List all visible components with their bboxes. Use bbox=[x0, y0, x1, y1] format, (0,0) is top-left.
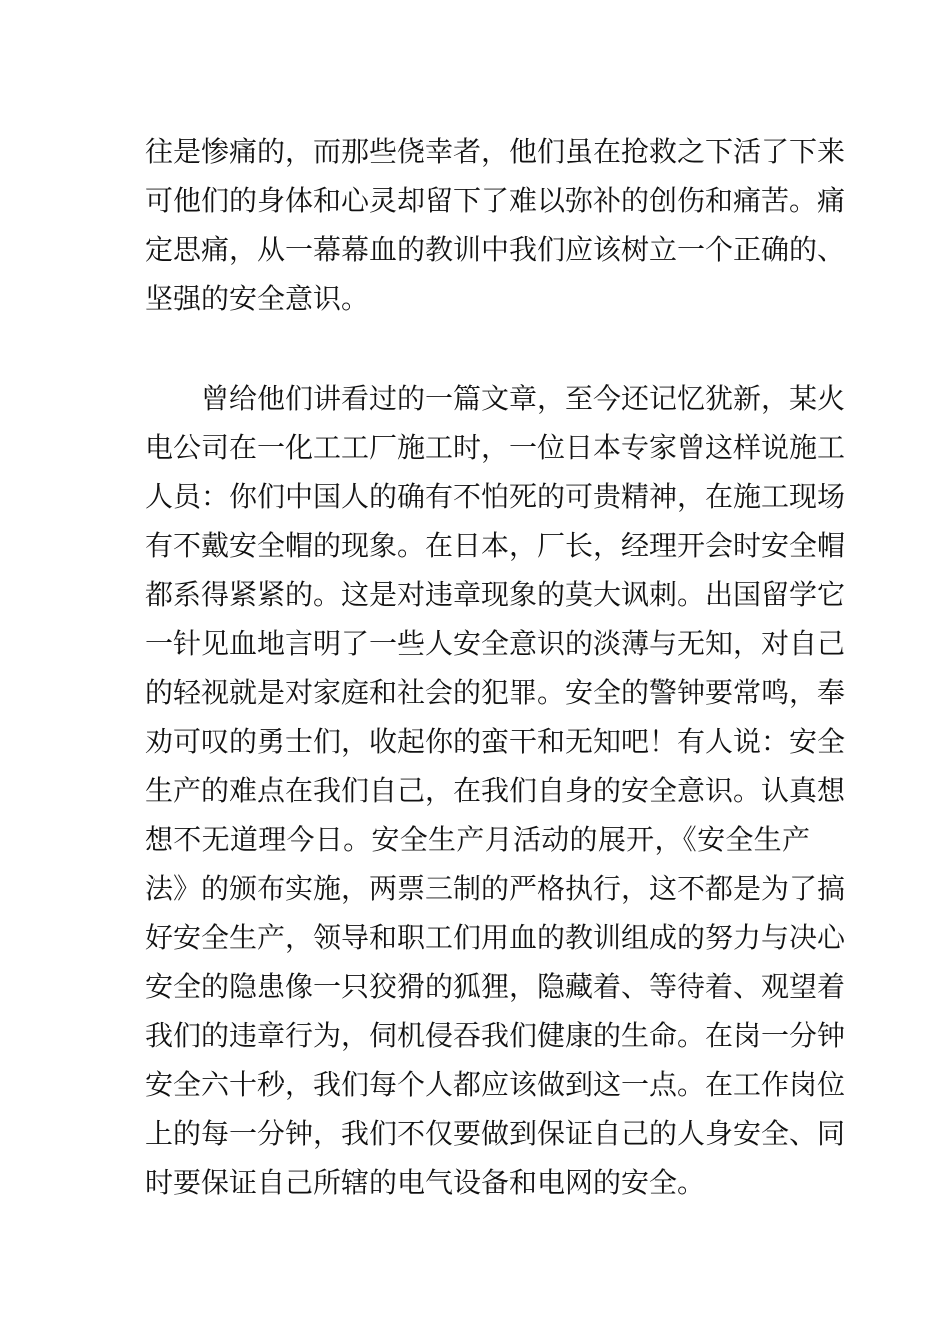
text-line: 安全六十秒，我们每个人都应该做到这一点。在工作岗位 bbox=[145, 1068, 846, 1101]
text-line: 定思痛，从一幕幕血的教训中我们应该树立一个正确的、 bbox=[145, 233, 846, 266]
text-line: 坚强的安全意识。 bbox=[145, 282, 370, 315]
text-line: 曾给他们讲看过的一篇文章，至今还记忆犹新，某火 bbox=[201, 382, 846, 415]
text-line: 好安全生产，领导和职工们用血的教训组成的努力与决心 bbox=[145, 921, 846, 954]
text-line: 电公司在一化工工厂施工时，一位日本专家曾这样说施工 bbox=[145, 431, 846, 464]
text-line: 都系得紧紧的。这是对违章现象的莫大讽刺。出国留学它 bbox=[145, 578, 846, 611]
text-line: 安全的隐患像一只狡猾的狐狸，隐藏着、等待着、观望着 bbox=[145, 970, 846, 1003]
text-line: 的轻视就是对家庭和社会的犯罪。安全的警钟要常鸣，奉 bbox=[145, 676, 846, 709]
paragraph-2 bbox=[145, 374, 846, 1207]
text-line: 一针见血地言明了一些人安全意识的淡薄与无知，对自己 bbox=[145, 627, 846, 660]
text-line: 生产的难点在我们自己，在我们自身的安全意识。认真想 bbox=[145, 774, 846, 807]
text-line: 劝可叹的勇士们，收起你的蛮干和无知吧！有人说：安全 bbox=[145, 725, 846, 758]
text-line: 我们的违章行为，伺机侵吞我们健康的生命。在岗一分钟 bbox=[145, 1019, 846, 1052]
text-line: 法》的颁布实施，两票三制的严格执行，这不都是为了搞 bbox=[145, 872, 846, 905]
paragraph-1 bbox=[145, 127, 846, 323]
text-line: 可他们的身体和心灵却留下了难以弥补的创伤和痛苦。痛 bbox=[145, 184, 846, 217]
text-line: 人员：你们中国人的确有不怕死的可贵精神，在施工现场 bbox=[145, 480, 846, 513]
text-line: 有不戴安全帽的现象。在日本，厂长，经理开会时安全帽 bbox=[145, 529, 846, 562]
text-line: 想不无道理今日。安全生产月活动的展开，《安全生产 bbox=[145, 823, 810, 856]
text-line: 时要保证自己所辖的电气设备和电网的安全。 bbox=[145, 1166, 706, 1199]
text-line: 往是惨痛的，而那些侥幸者，他们虽在抢救之下活了下来 bbox=[145, 135, 846, 168]
text-line: 上的每一分钟，我们不仅要做到保证自己的人身安全、同 bbox=[145, 1117, 846, 1150]
